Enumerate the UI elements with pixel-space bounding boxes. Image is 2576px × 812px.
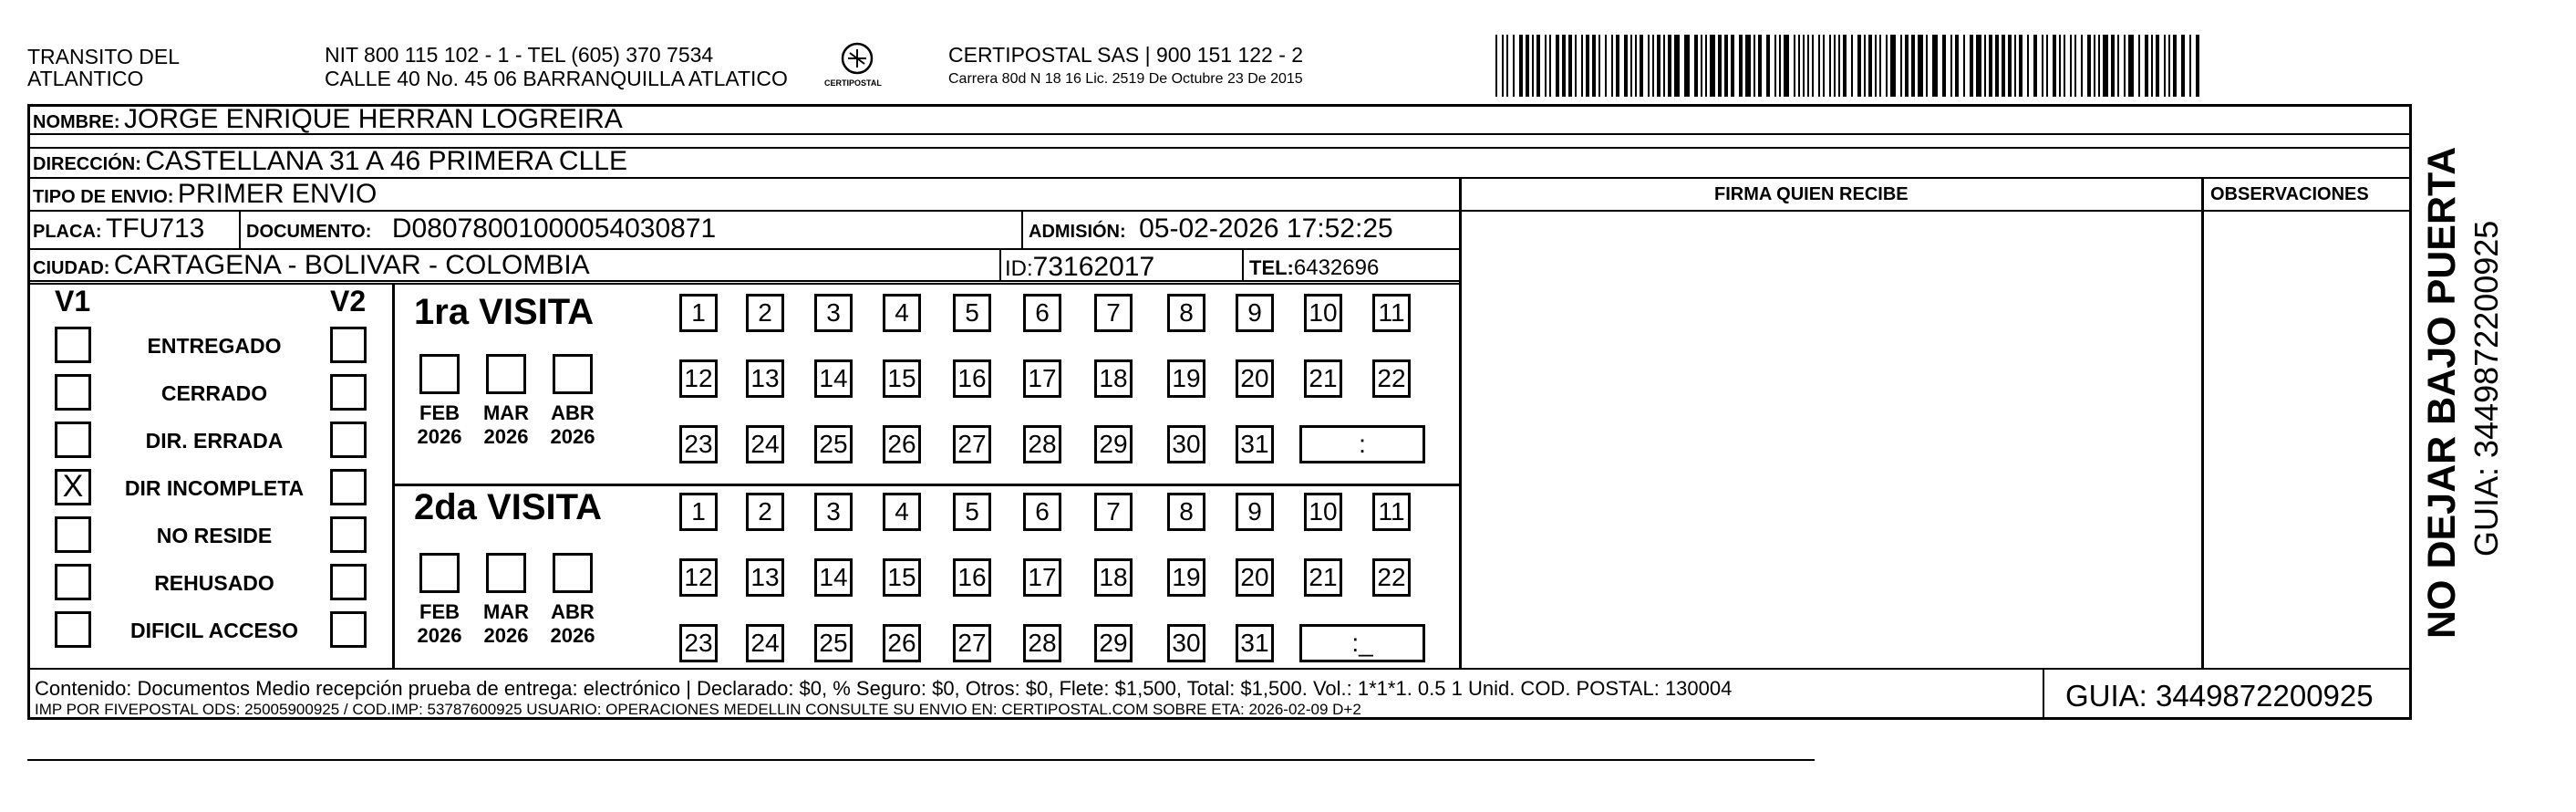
- day-box[interactable]: 27: [953, 624, 991, 662]
- admision-field: [1029, 213, 1393, 245]
- day-box[interactable]: 16: [953, 359, 991, 398]
- day-box[interactable]: 29: [1094, 425, 1133, 463]
- contenido-line: Contenido: Documentos Medio recepción prueba de entrega: electrónico | Declarado: $0, % Seguro: $0, Otros: $0, Flete: $1,500, Total: $1,500. Vol.: 1*1*1. 0.5 1 Unid. COD. POSTAL: 130004: [35, 677, 1733, 700]
- barcode-bar: [1586, 35, 1589, 97]
- barcode-bar: [1754, 35, 1755, 97]
- barcode-bar: [1624, 35, 1628, 97]
- barcode-bar: [1718, 35, 1722, 97]
- v2-header: V2: [330, 285, 367, 318]
- barcode-bar: [2098, 35, 2100, 97]
- day-box[interactable]: 13: [746, 558, 784, 597]
- day-box[interactable]: 8: [1167, 294, 1205, 332]
- placa-label: PLACA:: [33, 222, 102, 242]
- v2-checkbox[interactable]: [330, 327, 367, 363]
- barcode-bar: [1568, 35, 1572, 97]
- barcode-bar: [1575, 35, 1577, 97]
- day-box[interactable]: 3: [814, 294, 853, 332]
- barcode-bar: [2027, 35, 2029, 97]
- barcode-bar: [1549, 35, 1551, 97]
- barcode-bar: [1536, 35, 1540, 97]
- v1-checkbox[interactable]: [55, 422, 91, 458]
- day-box[interactable]: 9: [1236, 493, 1274, 531]
- barcode-bar: [1984, 35, 1986, 97]
- admision-value: 05-02-2026 17:52:25: [1139, 213, 1393, 244]
- barcode-bar: [1562, 35, 1566, 97]
- barcode-bar: [1879, 35, 1881, 97]
- status-label: CERRADO: [160, 381, 268, 405]
- day-box[interactable]: 2: [746, 294, 784, 332]
- day-box[interactable]: 9: [1236, 294, 1274, 332]
- v1-checkbox[interactable]: [55, 374, 91, 411]
- month-year: 2026: [550, 624, 595, 647]
- barcode-bar: [1684, 35, 1690, 97]
- barcode-bar: [2156, 35, 2159, 97]
- barcode-bar: [1838, 35, 1840, 97]
- day-box[interactable]: 16: [953, 558, 991, 597]
- placa-value: TFU713: [106, 213, 205, 244]
- nombre-field: [33, 104, 623, 135]
- barcode-bar: [1890, 35, 1896, 97]
- barcode-bar: [1495, 35, 1497, 97]
- barcode-bar: [1694, 35, 1698, 97]
- day-box[interactable]: 1: [679, 294, 718, 332]
- month-year: 2026: [483, 425, 529, 448]
- barcode-bar: [2046, 35, 2048, 97]
- barcode-bar: [2189, 35, 2191, 97]
- barcode-bar: [1545, 35, 1547, 97]
- barcode-bar: [2014, 35, 2016, 97]
- barcode-bar: [1911, 35, 1915, 97]
- day-box[interactable]: 2: [746, 493, 784, 531]
- barcode-bar: [1630, 35, 1632, 97]
- barcode-bar: [1970, 35, 1973, 97]
- ciudad-value: CARTAGENA - BOLIVAR - COLOMBIA: [113, 250, 590, 280]
- barcode-bar: [2138, 35, 2140, 97]
- barcode-bar: [1739, 35, 1743, 97]
- status-label: ENTREGADO: [147, 334, 282, 358]
- v1-checkbox[interactable]: [55, 327, 91, 363]
- barcode-bar: [1657, 35, 1660, 97]
- admision-label: ADMISIÓN:: [1029, 222, 1126, 242]
- barcode-bar: [1950, 35, 1952, 97]
- barcode-bar: [2033, 35, 2037, 97]
- day-box[interactable]: 4: [883, 294, 921, 332]
- imp-line: IMP POR FIVEPOSTAL ODS: 25005900925 / COD.IMP: 53787600925 USUARIO: OPERACIONES MEDELLIN CONSULTE SU ENVIO EN: CERTIPOSTAL.COM SOBRE ETA: 2026-02-09 D+2: [35, 701, 1361, 718]
- day-box[interactable]: 14: [814, 558, 853, 597]
- month-name: FEB: [419, 401, 460, 424]
- documento-label: DOCUMENTO:: [246, 222, 372, 242]
- barcode-bar: [2164, 35, 2166, 97]
- month-year: 2026: [417, 624, 462, 647]
- courier-company: CERTIPOSTAL SAS | 900 151 122 - 2: [948, 43, 1304, 67]
- day-box[interactable]: 27: [953, 425, 991, 463]
- documento-value: D08078001000054030871: [391, 213, 717, 244]
- courier-license: Carrera 80d N 18 16 Lic. 2519 De Octubre 23 De 2015: [948, 71, 1303, 87]
- v1-checkbox[interactable]: X: [55, 469, 91, 505]
- barcode-bar: [2145, 35, 2148, 97]
- guia-box: GUIA: 3449872200925: [2065, 679, 2374, 713]
- barcode-bar: [1875, 35, 1877, 97]
- month-label: [479, 401, 533, 449]
- day-box[interactable]: 19: [1167, 359, 1205, 398]
- day-box[interactable]: 10: [1304, 493, 1342, 531]
- day-box[interactable]: 24: [746, 624, 784, 662]
- v1-checkbox[interactable]: [55, 516, 91, 553]
- status-label: NO RESIDE: [156, 524, 273, 547]
- barcode-bar: [1886, 35, 1888, 97]
- barcode-bar: [1905, 35, 1909, 97]
- day-box[interactable]: 6: [1023, 493, 1061, 531]
- id-field: [1005, 252, 1154, 283]
- barcode-bar: [2070, 35, 2072, 97]
- direccion-field: [33, 146, 627, 177]
- tel-label: TEL:: [1249, 256, 1294, 279]
- time-box[interactable]: :_: [1299, 624, 1425, 662]
- sender-name-line1: TRANSITO DEL: [27, 45, 180, 68]
- barcode-bar: [2019, 35, 2023, 97]
- day-box[interactable]: 30: [1167, 624, 1205, 662]
- certipostal-logo-text: CERTIPOSTAL: [824, 78, 882, 88]
- barcode-bar: [1731, 35, 1734, 97]
- barcode-bar: [1995, 35, 1999, 97]
- barcode-bar: [2117, 35, 2119, 97]
- barcode-bar: [1812, 35, 1814, 97]
- nombre-value: JORGE ENRIQUE HERRAN LOGREIRA: [124, 104, 623, 134]
- barcode-bar: [1745, 35, 1751, 97]
- barcode-bar: [1926, 35, 1928, 97]
- barcode-bar: [2151, 35, 2153, 97]
- barcode-bar: [2074, 35, 2076, 97]
- day-box[interactable]: 7: [1094, 493, 1133, 531]
- month-checkbox[interactable]: [419, 553, 460, 593]
- ciudad-label: CIUDAD:: [33, 258, 110, 278]
- barcode-bar: [1758, 35, 1762, 97]
- day-box[interactable]: 4: [883, 493, 921, 531]
- time-box[interactable]: :: [1299, 425, 1425, 463]
- tipo-envio-value: PRIMER ENVIO: [177, 179, 378, 209]
- day-box[interactable]: 6: [1023, 294, 1061, 332]
- barcode-bar: [1779, 35, 1781, 97]
- barcode-bar: [1598, 35, 1600, 97]
- day-box[interactable]: 21: [1304, 558, 1342, 597]
- v1-checkbox[interactable]: [55, 611, 91, 648]
- month-year: 2026: [550, 425, 595, 448]
- day-box[interactable]: 23: [679, 624, 718, 662]
- barcode-bar: [1581, 35, 1583, 97]
- ciudad-field: [33, 250, 590, 281]
- observaciones-header: OBSERVACIONES: [2210, 184, 2369, 204]
- day-box[interactable]: 17: [1023, 359, 1061, 398]
- day-box[interactable]: 15: [883, 359, 921, 398]
- documento-field: [246, 213, 716, 245]
- barcode-bar: [2124, 35, 2126, 97]
- barcode-bar: [2042, 35, 2043, 97]
- barcode-bar: [1592, 35, 1596, 97]
- barcode-bar: [1674, 35, 1680, 97]
- v2-checkbox[interactable]: [330, 422, 367, 458]
- day-box[interactable]: 5: [953, 294, 991, 332]
- sender-nit: NIT 800 115 102 - 1 - TEL (605) 370 7534: [325, 43, 714, 67]
- barcode-bar: [1900, 35, 1902, 97]
- day-box[interactable]: 14: [814, 359, 853, 398]
- barcode-bar: [1648, 35, 1650, 97]
- day-box[interactable]: 5: [953, 493, 991, 531]
- day-box[interactable]: 12: [679, 558, 718, 597]
- tipo-envio-label: TIPO DE ENVIO:: [33, 187, 174, 207]
- barcode-bar: [1705, 35, 1707, 97]
- barcode-bar: [1843, 35, 1847, 97]
- day-box[interactable]: 31: [1236, 624, 1274, 662]
- barcode-bar: [1932, 35, 1938, 97]
- no-dejar-bajo-puerta: NO DEJAR BAJO PUERTA: [2420, 146, 2464, 639]
- month-checkbox[interactable]: [486, 354, 526, 394]
- barcode-bar: [1798, 35, 1800, 97]
- month-year: 2026: [483, 624, 529, 647]
- day-box[interactable]: 25: [814, 624, 853, 662]
- id-value: 73162017: [1032, 252, 1155, 282]
- day-box[interactable]: 10: [1304, 294, 1342, 332]
- barcode-bar: [2168, 35, 2170, 97]
- day-box[interactable]: 18: [1094, 359, 1133, 398]
- day-box[interactable]: 12: [679, 359, 718, 398]
- day-box[interactable]: 11: [1372, 493, 1411, 531]
- month-label: [545, 600, 600, 648]
- month-label: [545, 401, 600, 449]
- barcode-bar: [2053, 35, 2056, 97]
- barcode-bar: [2002, 35, 2005, 97]
- barcode-bar: [1766, 35, 1770, 97]
- barcode-bar: [1868, 35, 1872, 97]
- day-box[interactable]: 28: [1023, 425, 1061, 463]
- month-checkbox[interactable]: [553, 354, 593, 394]
- barcode-bar: [1710, 35, 1715, 97]
- tel-value: 6432696: [1293, 255, 1380, 280]
- barcode-bar: [1513, 35, 1515, 97]
- barcode-bar: [1834, 35, 1836, 97]
- barcode-bar: [1724, 35, 1728, 97]
- barcode-bar: [2059, 35, 2061, 97]
- barcode-bar: [1784, 35, 1789, 97]
- day-box[interactable]: 3: [814, 493, 853, 531]
- month-checkbox[interactable]: [553, 553, 593, 593]
- direccion-label: DIRECCIÓN:: [33, 154, 141, 174]
- tipo-envio-field: [33, 179, 377, 210]
- barcode-bar: [1526, 35, 1529, 97]
- day-box[interactable]: 1: [679, 493, 718, 531]
- day-box[interactable]: 24: [746, 425, 784, 463]
- day-box[interactable]: 22: [1372, 359, 1411, 398]
- day-box[interactable]: 19: [1167, 558, 1205, 597]
- month-name: MAR: [482, 401, 530, 424]
- day-box[interactable]: 21: [1304, 359, 1342, 398]
- month-checkbox[interactable]: [419, 354, 460, 394]
- day-box[interactable]: 11: [1372, 294, 1411, 332]
- day-box[interactable]: 22: [1372, 558, 1411, 597]
- barcode-bar: [1502, 35, 1504, 97]
- v2-checkbox[interactable]: [330, 611, 367, 648]
- barcode-bar: [1556, 35, 1559, 97]
- v1-header: V1: [55, 285, 91, 318]
- placa-field: [33, 213, 204, 245]
- firma-header: FIRMA QUIEN RECIBE: [1714, 184, 1909, 204]
- sender-address: CALLE 40 No. 45 06 BARRANQUILLA ATLATICO: [325, 67, 788, 90]
- id-label: ID:: [1005, 256, 1033, 281]
- barcode-bar: [1955, 35, 1959, 97]
- second-visit-title: 2da VISITA: [414, 487, 602, 527]
- barcode-bar: [1851, 35, 1853, 97]
- barcode-bar: [1616, 35, 1619, 97]
- barcode: [1495, 35, 2207, 97]
- barcode-bar: [1818, 35, 1820, 97]
- barcode-bar: [1774, 35, 1776, 97]
- barcode-bar: [2087, 35, 2091, 97]
- v1-checkbox[interactable]: [55, 564, 91, 600]
- day-box[interactable]: 7: [1094, 294, 1133, 332]
- barcode-bar: [1976, 35, 1981, 97]
- barcode-bar: [1857, 35, 1861, 97]
- barcode-bar: [1635, 35, 1637, 97]
- first-visit-title: 1ra VISITA: [414, 292, 595, 332]
- barcode-bar: [1640, 35, 1643, 97]
- day-box[interactable]: 28: [1023, 624, 1061, 662]
- barcode-bar: [2103, 35, 2108, 97]
- day-box[interactable]: 8: [1167, 493, 1205, 531]
- barcode-bar: [2111, 35, 2115, 97]
- barcode-bar: [1803, 35, 1805, 97]
- month-name: ABR: [551, 401, 595, 424]
- barcode-bar: [1829, 35, 1831, 97]
- status-label: REHUSADO: [154, 571, 274, 595]
- v2-checkbox[interactable]: [330, 516, 367, 553]
- month-checkbox[interactable]: [486, 553, 526, 593]
- day-box[interactable]: 30: [1167, 425, 1205, 463]
- day-box[interactable]: 15: [883, 558, 921, 597]
- day-box[interactable]: 23: [679, 425, 718, 463]
- month-label: [479, 600, 533, 648]
- day-box[interactable]: 31: [1236, 425, 1274, 463]
- v2-checkbox[interactable]: [330, 374, 367, 411]
- barcode-bar: [1652, 35, 1654, 97]
- barcode-bar: [1942, 35, 1946, 97]
- day-box[interactable]: 25: [814, 425, 853, 463]
- barcode-bar: [2196, 35, 2199, 97]
- barcode-bar: [2094, 35, 2095, 97]
- direccion-value: CASTELLANA 31 A 46 PRIMERA CLLE: [145, 146, 627, 176]
- v2-checkbox[interactable]: [330, 564, 367, 600]
- barcode-bar: [1519, 35, 1523, 97]
- sender-name-line2: ATLANTICO: [27, 67, 144, 90]
- nombre-label: NOMBRE:: [33, 112, 120, 132]
- day-box[interactable]: 18: [1094, 558, 1133, 597]
- month-label: [412, 600, 467, 648]
- barcode-bar: [1864, 35, 1866, 97]
- tel-field: [1249, 255, 1379, 281]
- month-label: [412, 401, 467, 449]
- barcode-bar: [1794, 35, 1795, 97]
- status-label: DIR. ERRADA: [145, 429, 284, 453]
- barcode-bar: [2064, 35, 2065, 97]
- month-year: 2026: [417, 425, 462, 448]
- status-label: DIFICIL ACCESO: [129, 619, 298, 642]
- v2-checkbox[interactable]: [330, 469, 367, 505]
- side-guia: GUIA: 3449872200925: [2467, 220, 2505, 557]
- barcode-bar: [1506, 35, 1508, 97]
- barcode-bar: [1532, 35, 1534, 97]
- day-box[interactable]: 26: [883, 425, 921, 463]
- day-box[interactable]: 17: [1023, 558, 1061, 597]
- status-label: DIR INCOMPLETA: [124, 476, 305, 500]
- day-box[interactable]: 13: [746, 359, 784, 398]
- barcode-bar: [1611, 35, 1613, 97]
- day-box[interactable]: 20: [1236, 359, 1274, 398]
- barcode-bar: [1963, 35, 1965, 97]
- barcode-bar: [1807, 35, 1809, 97]
- day-box[interactable]: 26: [883, 624, 921, 662]
- barcode-bar: [1918, 35, 1923, 97]
- barcode-bar: [2081, 35, 2083, 97]
- certipostal-logo: [832, 38, 883, 97]
- barcode-bar: [1823, 35, 1825, 97]
- day-box[interactable]: 20: [1236, 558, 1274, 597]
- barcode-bar: [2128, 35, 2134, 97]
- month-name: ABR: [551, 600, 595, 623]
- month-name: FEB: [419, 600, 460, 623]
- month-name: MAR: [482, 600, 530, 623]
- day-box[interactable]: 29: [1094, 624, 1133, 662]
- barcode-bar: [2008, 35, 2012, 97]
- barcode-bar: [1668, 35, 1671, 97]
- barcode-bar: [1663, 35, 1665, 97]
- barcode-bar: [1605, 35, 1607, 97]
- barcode-bar: [2181, 35, 2185, 97]
- barcode-bar: [2173, 35, 2177, 97]
- barcode-bar: [1989, 35, 1992, 97]
- barcode-bar: [1701, 35, 1702, 97]
